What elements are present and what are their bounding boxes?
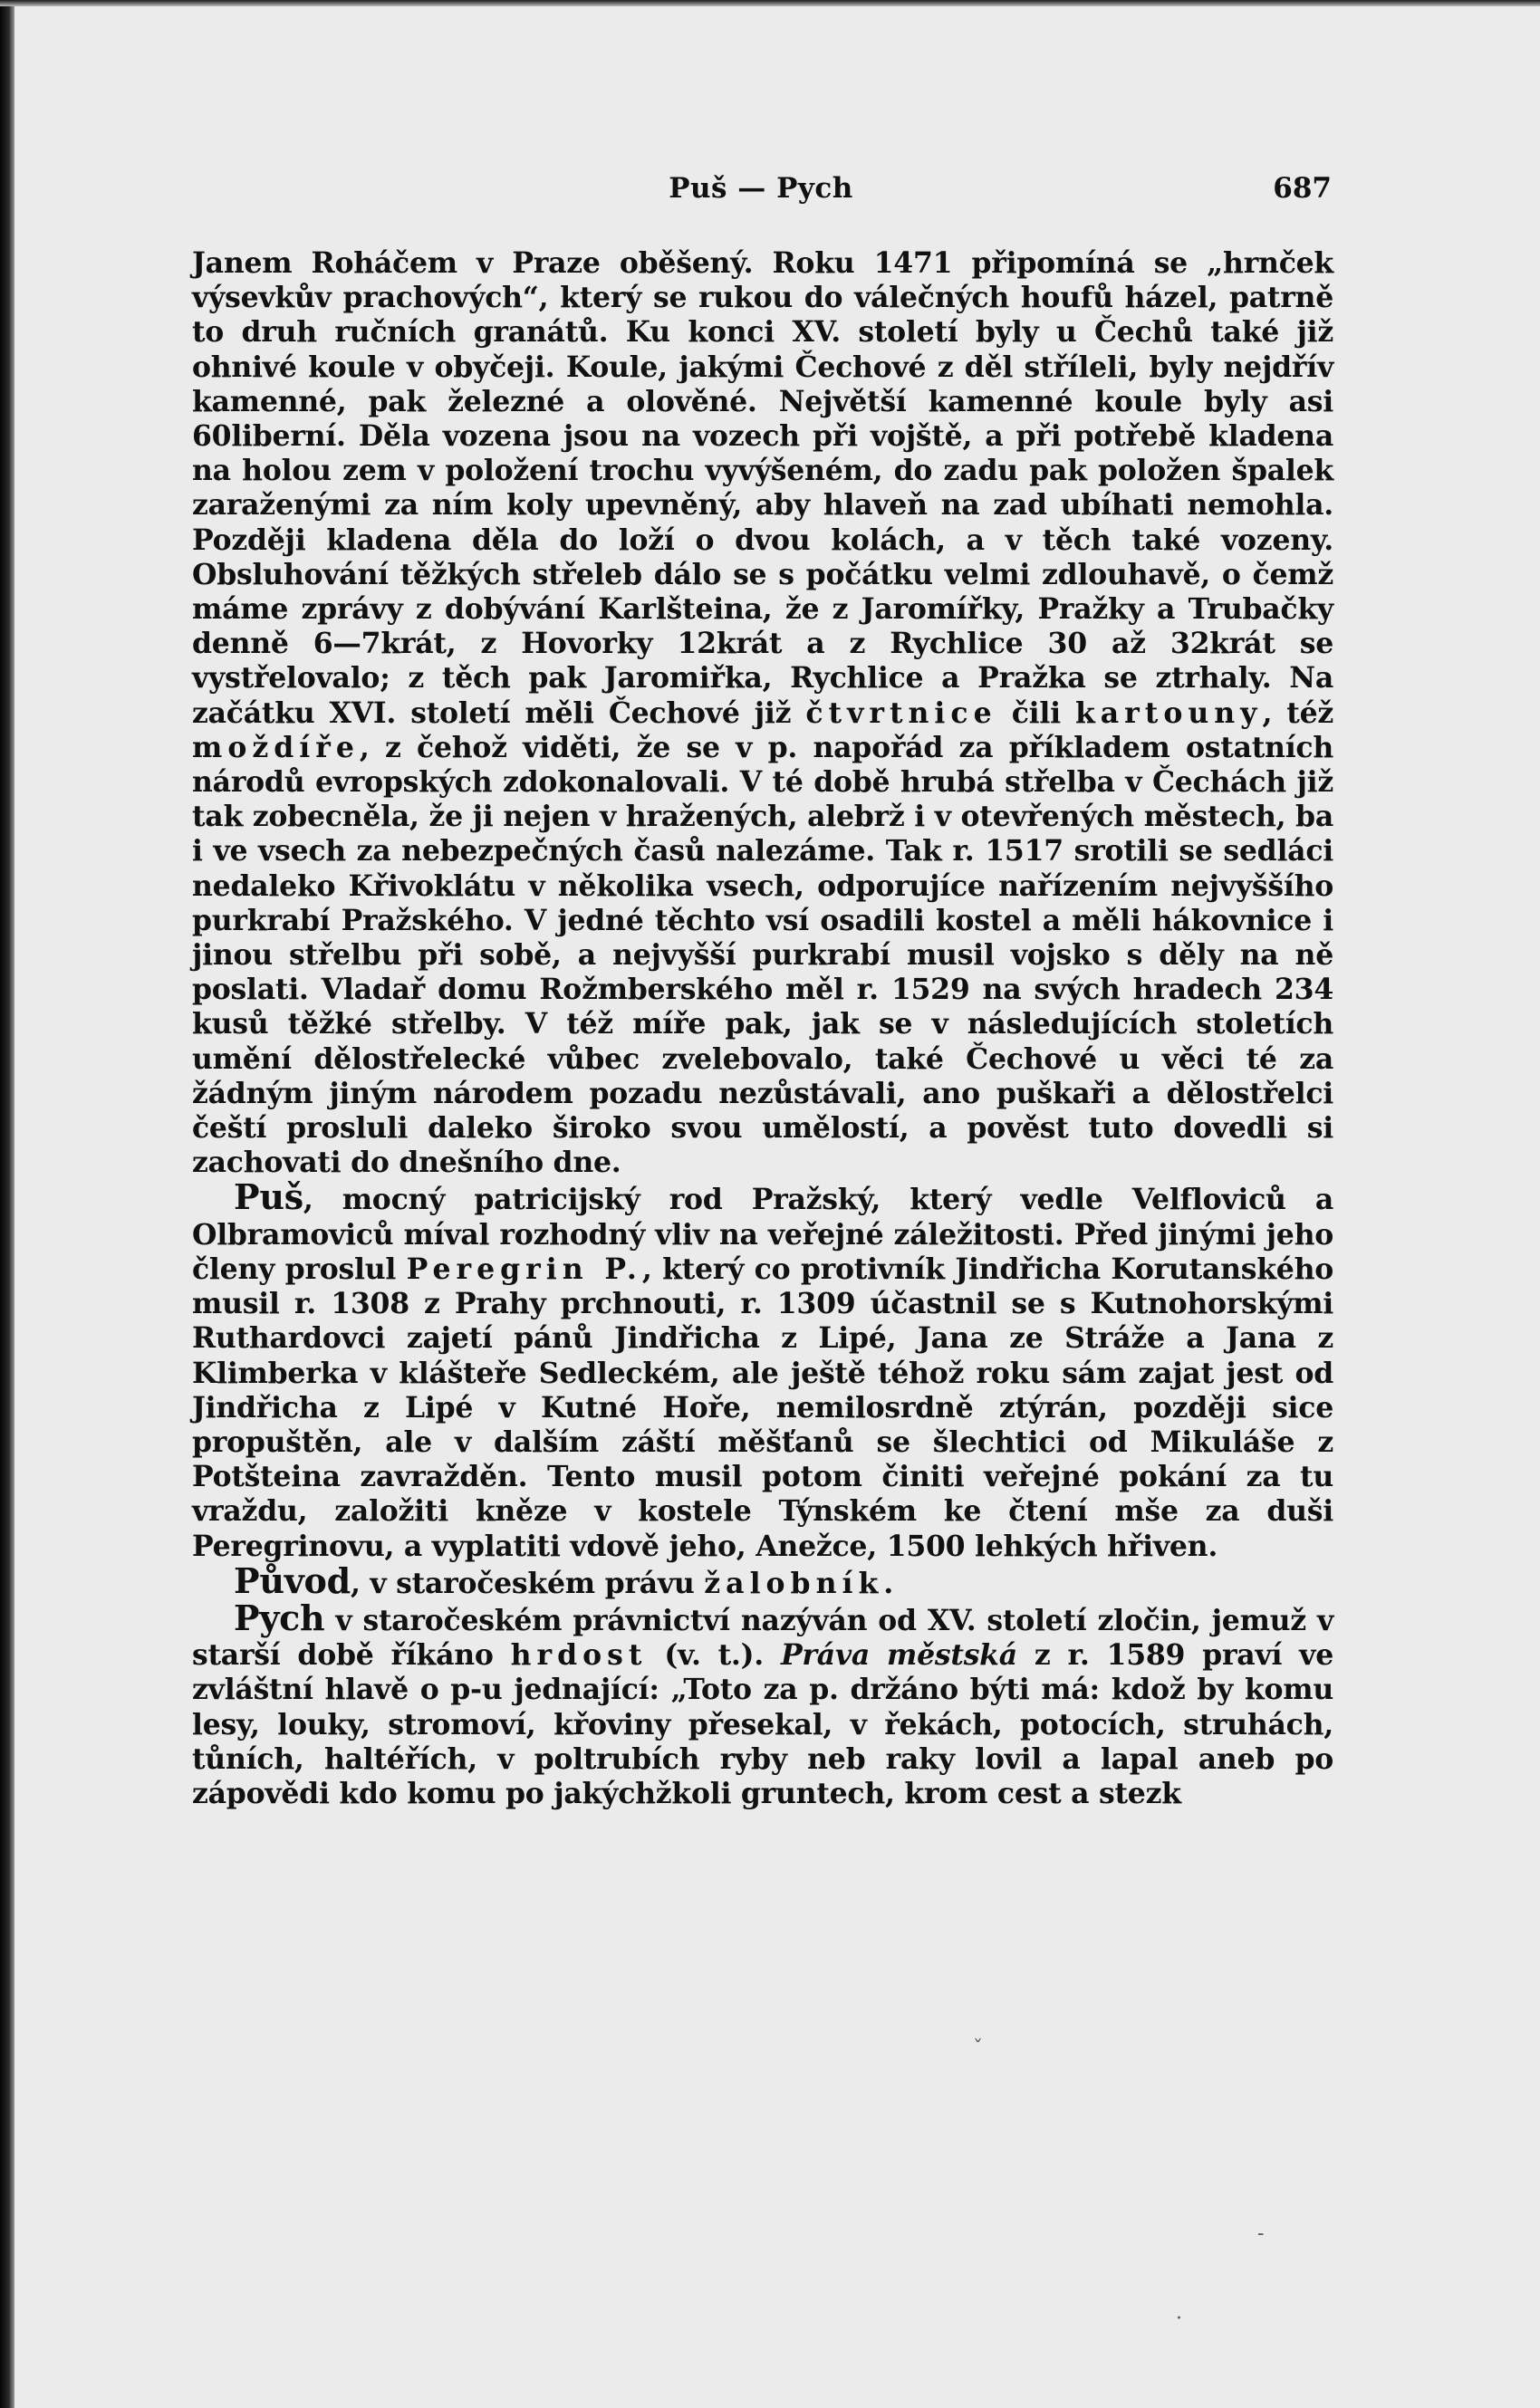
entry-headword: Původ [234, 1559, 351, 1601]
text-run: Janem Roháčem v Praze oběšený. Roku 1471 připomíná se „hrnček výsevkův prachových“, který se rukou do válečných houfů házel, patrně to druh ručních granátů. Ku konci XV. století byly u Čechů také již ohnivé koule v obyčeji. Koule, jakými Čechové z děl stříleli, byly nejdřív kamenné, pak železné a olověné. Největší kamenné koule byly asi 60liberní. Děla vozena jsou na vozech při vojště, a při potřebě kladena na holou zem v položení trochu vyvýšeném, do zadu pak položen špalek zaraženými za ním koly upevněný, aby hlaveň na zad ubíhati nemohla. Později kladena děla do loží o dvou kolách, a v těch také vozeny. Obsluhování těžkých střeleb dálo se s počátku velmi zdlouhavě, o čemž máme zprávy z dobývání Karlšteina, že z Jaromířky, Pražky a Trubačky denně 6—7krát, z Hovorky 12krát a z Rychlice 30 až 32krát se vystřelovalo; z těch pak Jaromiřka, Rychlice a Pražka se ztrhaly. Na začátku XVI. století měli Čechové již [192, 246, 1333, 730]
body-text [192, 246, 1333, 1811]
spaced-term: čtvrtnice [805, 696, 997, 730]
spaced-term: žalobník [704, 1566, 884, 1600]
scan-speck: - [1257, 2222, 1265, 2245]
scan-binding-edge [0, 0, 14, 2408]
entry-headword: Pych [234, 1597, 325, 1638]
entry-pych [192, 1597, 1333, 1811]
paragraph-continuation [192, 246, 1333, 1180]
scan-speck: ˇ [973, 2038, 983, 2060]
running-head: Puš — Pych [669, 172, 853, 205]
text-run: čili [996, 696, 1075, 730]
text-run: v staročeském právnictví nazýván od XV. století zločin, jemuž v starší době říkáno [192, 1603, 1333, 1673]
text-run: , mocný patricijský rod Pražský, který vedle Velfloviců a Olbramoviců míval rozhodný vliv na veřejné záležitosti. Před jinými jeho členy proslul [192, 1183, 1333, 1286]
text-run: , který co protivník Jindřicha Korutanského musil r. 1308 z Prahy prchnouti, r. 1309 účastnil se s Kutnohorskými Ruthardovci zajetí pánů Jindřicha z Lipé, Jana ze Stráže a Jana z Klimberka v klášteře Sedleckém, ale ještě téhož roku sám zajat jest od Jindřicha z Lipé v Kutné Hoře, nemilosrdně ztýrán, později sice propuštěn, ale v dalším záští měšťanů se šlechtici od Mikuláše z Potšteina zavražděn. Tento musil potom činiti veřejné pokání za tu vraždu, založiti kněze v kostele Týnském ke čtení mše za duši Peregrinovu, a vyplatiti vdově jeho, Anežce, 1500 lehkých hřiven. [192, 1252, 1333, 1563]
page-header [190, 167, 1332, 212]
spaced-term: hrdost [510, 1638, 648, 1673]
entry-headword: Puš [234, 1176, 303, 1218]
entry-puvod [192, 1559, 1333, 1601]
spaced-term: moždíře [192, 730, 360, 764]
scan-speck: · [1176, 2307, 1182, 2330]
text-run: z r. 1589 praví ve zvláštní hlavě o p-u jednající: „Toto za p. držáno býti má: kdož by komu lesy, louky, stromoví, křoviny přesekal, v řekách, potocích, struhách, tůních, haltéřích, v poltrubích ryby neb raky lovil a lapal aneb po zápovědi kdo komu po jakýchžkoli gruntech, krom cest a stezk [192, 1638, 1333, 1810]
spaced-term: kartouny [1074, 696, 1263, 730]
text-run: , v staročeském právu [350, 1566, 705, 1600]
text-run: , z čehož viděti, že se v p. napořád za příkladem ostatních národů evropských zdokonalovali. V té době hrubá střelba v Čechách již tak zobecněla, že ji nejen v hražených, alebrž i v otevřených městech, ba i ve vsech za nebezpečných časů nalezáme. Tak r. 1517 srotili se sedláci nedaleko Křivoklátu v několika vsech, odporujíce nařízením nejvyššího purkrabí Pražského. V jedné těchto vsí osadili kostel a měli hákovnice i jinou střelbu při sobě, a nejvyšší purkrabí musil vojsko s děly na ně poslati. Vladař domu Rožmberského měl r. 1529 na svých hradech 234 kusů těžké střelby. V též míře pak, jak se v následujících stoletích umění dělostřelecké vůbec zvelebovalo, také Čechové u věci té za žádným jiným národem pozadu nezůstávali, ano puškaři a dělostřelci čeští prosluli daleko široko svou umělostí, a pověst tuto dovedli si zachovati do dnešního dne. [192, 730, 1333, 1180]
text-run: , též [1262, 696, 1333, 730]
spaced-name: Peregrin P. [406, 1252, 642, 1286]
text-run: . [883, 1566, 893, 1600]
page-number: 687 [1273, 172, 1332, 205]
scan-top-edge [0, 0, 1540, 6]
entry-pus [192, 1176, 1333, 1563]
text-run: (v. t.). [647, 1638, 781, 1673]
italic-title: Práva městská [780, 1638, 1017, 1673]
